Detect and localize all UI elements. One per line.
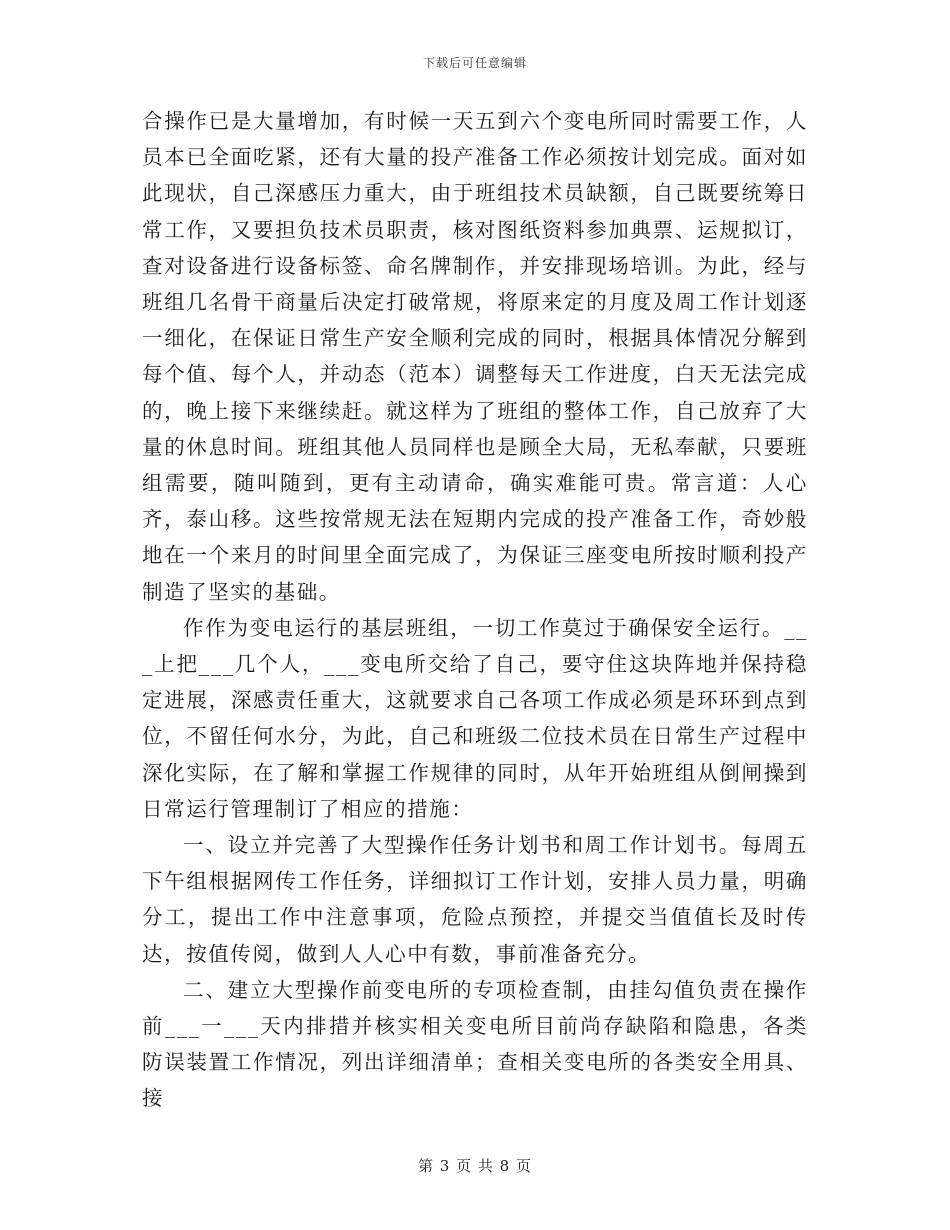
document-body [142, 103, 808, 1117]
page-number: 第 3 页 共 8 页 [418, 1157, 532, 1175]
paragraph-2: 作作为变电运行的基层班组，一切工作莫过于确保安全运行。___上把___几个人，___变电所交给了自己，要守住这块阵地并保持稳定进展，深感责任重大，这就要求自己各项工作成必须是环环到点到位，不留任何水分，为此，自己和班级二位技术员在日常生产过程中深化实际，在了解和掌握工作规律的同时，从年开始班组从倒闸操到日常运行管理制订了相应的措施： [142, 615, 808, 821]
paragraph-1: 合操作已是大量增加，有时候一天五到六个变电所同时需要工作，人员本已全面吃紧，还有大量的投产准备工作必须按计划完成。面对如此现状，自己深感压力重大，由于班组技术员缺额，自己既要统筹日常工作，又要担负技术员职责，核对图纸资料参加典票、运规拟订，查对设备进行设备标签、命名牌制作，并安排现场培训。为此，经与班组几名骨干商量后决定打破常规，将原来定的月度及周工作计划逐一细化，在保证日常生产安全顺利完成的同时，根据具体情况分解到每个值、每个人，并动态（范本）调整每天工作进度，白天无法完成的，晚上接下来继续赶。就这样为了班组的整体工作，自己放弃了大量的休息时间。班组其他人员同样也是顾全大局，无私奉献，只要班组需要，随叫随到，更有主动请命，确实难能可贵。常言道：人心齐，泰山移。这些按常规无法在短期内完成的投产准备工作，奇妙般地在一个来月的时间里全面完成了，为保证三座变电所按时顺利投产制造了坚实的基础。 [142, 109, 808, 604]
page-header: 下载后可任意编辑 [422, 56, 527, 70]
paragraph-3: 一、设立并完善了大型操作任务计划书和周工作计划书。每周五下午组根据网传工作任务，详细拟订工作计划，安排人员力量，明确分工，提出工作中注意事项，危险点预控，并提交当值值长及时传达，按值传阅，做到人人心中有数，事前准备充分。 [142, 833, 808, 966]
paragraph-4: 二、建立大型操作前变电所的专项检查制，由挂勾值负责在操作前___一___天内排措并核实相关变电所目前尚存缺陷和隐患，各类防误装置工作情况，列出详细清单；查相关变电所的各类安全用具、接 [142, 977, 808, 1111]
